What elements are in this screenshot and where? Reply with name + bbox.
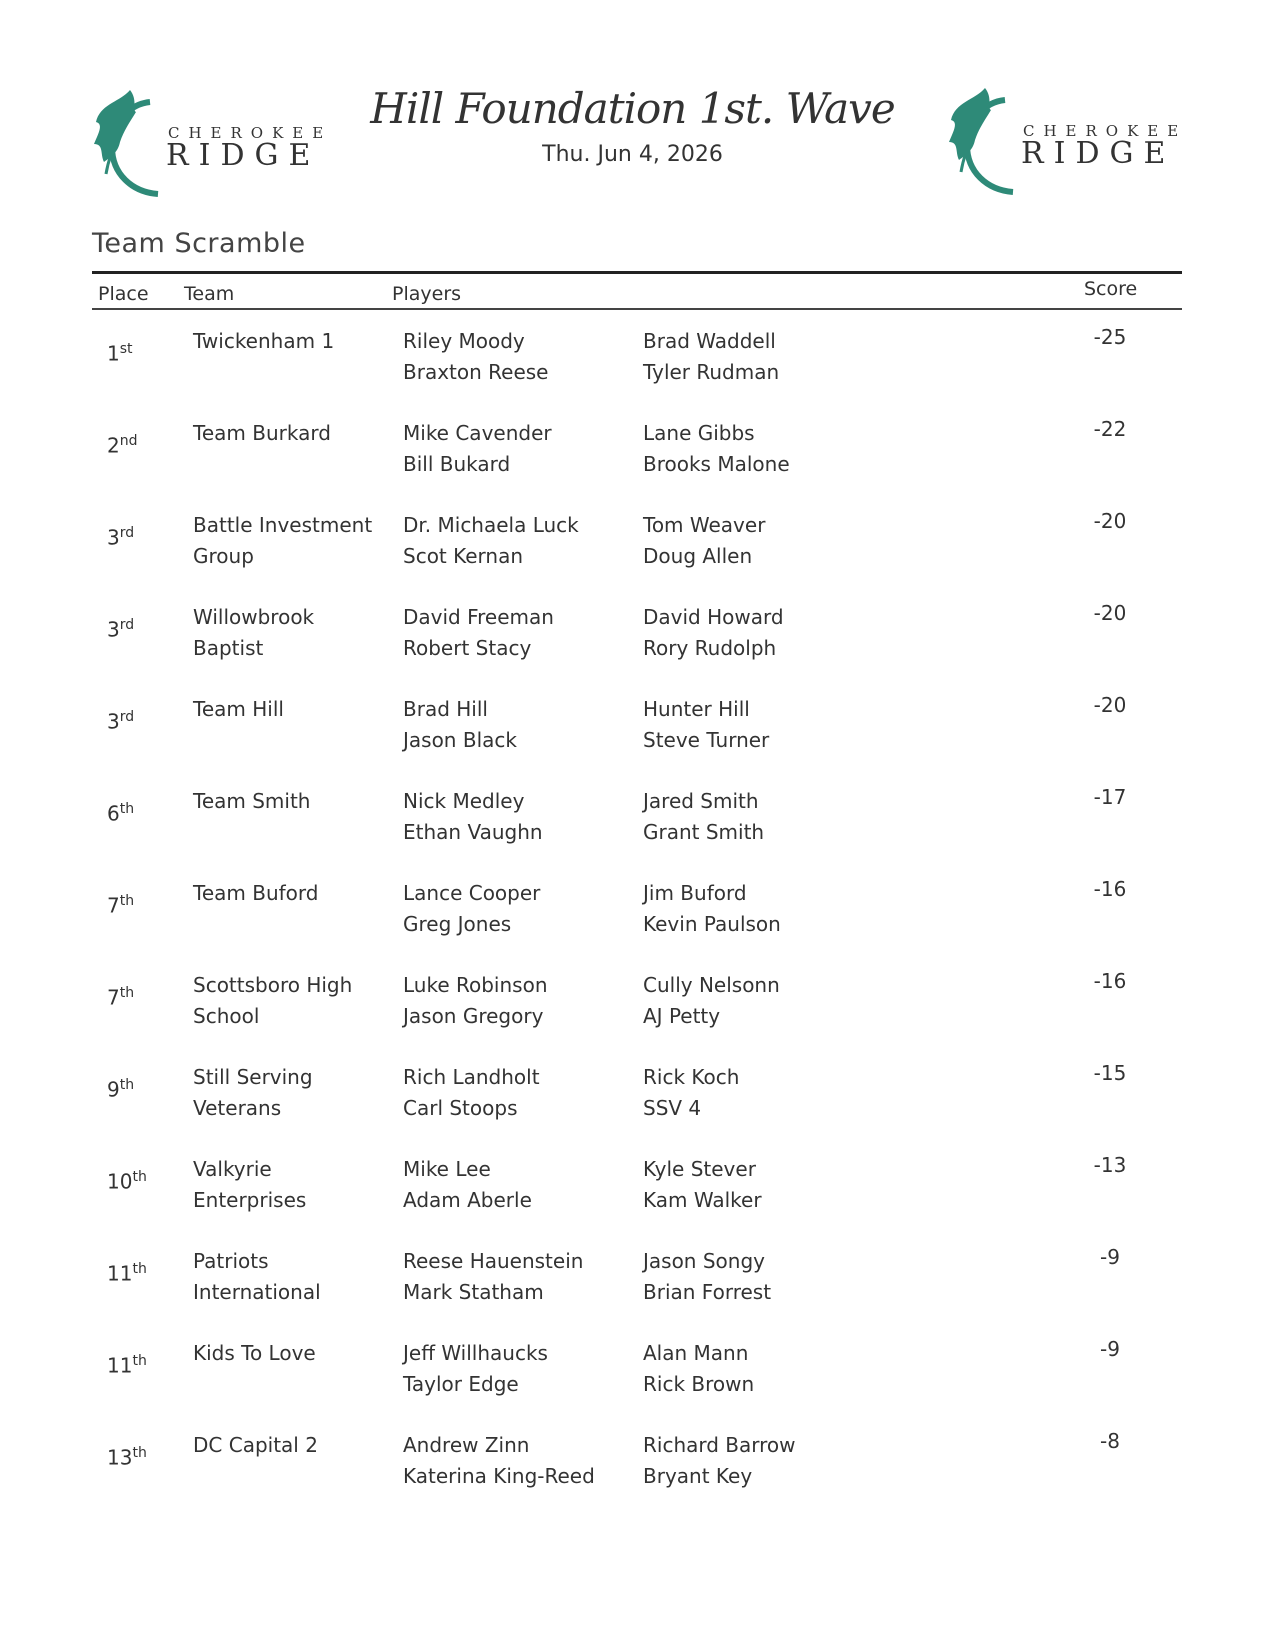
place-cell bbox=[107, 978, 134, 1014]
column-header-place: Place bbox=[98, 283, 149, 305]
team-name-line: Group bbox=[193, 544, 254, 568]
team-name-line: Veterans bbox=[193, 1096, 282, 1120]
player-name: Jason Black bbox=[403, 728, 517, 752]
team-cell bbox=[193, 326, 393, 357]
player-name: Steve Turner bbox=[643, 728, 770, 752]
players-cell bbox=[403, 1430, 595, 1492]
team-name-line: Baptist bbox=[193, 636, 264, 660]
team-name-line: Team Buford bbox=[193, 881, 319, 905]
player-name: Jared Smith bbox=[643, 789, 759, 813]
team-cell bbox=[193, 786, 393, 817]
team-cell bbox=[193, 1154, 393, 1216]
header-rule-top bbox=[92, 271, 1182, 274]
table-row bbox=[0, 326, 1275, 418]
team-cell bbox=[193, 418, 393, 449]
place-number: 13 bbox=[107, 1445, 133, 1470]
place-suffix: th bbox=[132, 1261, 147, 1277]
place-number: 9 bbox=[107, 1077, 120, 1102]
team-cell bbox=[193, 1062, 393, 1124]
player-name: Kevin Paulson bbox=[643, 912, 781, 936]
score-cell: -9 bbox=[1100, 1337, 1120, 1361]
place-number: 6 bbox=[107, 801, 120, 826]
player-name: Grant Smith bbox=[643, 820, 765, 844]
place-suffix: th bbox=[132, 1445, 147, 1461]
place-suffix: rd bbox=[119, 709, 135, 725]
player-name: Rory Rudolph bbox=[643, 636, 777, 660]
team-name-line: Team Hill bbox=[193, 697, 284, 721]
team-name-line: Team Smith bbox=[193, 789, 311, 813]
place-number: 7 bbox=[107, 985, 120, 1010]
team-cell bbox=[193, 694, 393, 725]
team-cell bbox=[193, 1430, 393, 1461]
logo-text-main: RIDGE bbox=[166, 138, 321, 173]
place-cell bbox=[107, 886, 134, 922]
score-cell: -8 bbox=[1100, 1429, 1120, 1453]
players-cell bbox=[643, 1154, 762, 1216]
team-name-line: Still Serving bbox=[193, 1065, 313, 1089]
score-cell: -22 bbox=[1093, 417, 1127, 441]
players-cell bbox=[643, 418, 790, 480]
player-name: Tyler Rudman bbox=[643, 360, 780, 384]
logo-text-top: CHEROKEE bbox=[168, 124, 333, 142]
player-name: Rick Koch bbox=[643, 1065, 740, 1089]
player-name: Jason Songy bbox=[643, 1249, 765, 1273]
players-cell bbox=[403, 1154, 532, 1216]
team-name-line: School bbox=[193, 1004, 260, 1028]
place-suffix: th bbox=[119, 1077, 135, 1093]
player-name: Kam Walker bbox=[643, 1188, 762, 1212]
players-cell bbox=[403, 694, 517, 756]
column-header-players: Players bbox=[392, 283, 462, 305]
player-name: Tom Weaver bbox=[643, 513, 766, 537]
players-cell bbox=[403, 326, 548, 388]
players-cell bbox=[643, 970, 780, 1032]
place-suffix: th bbox=[119, 801, 135, 817]
score-cell: -20 bbox=[1093, 509, 1127, 533]
table-row bbox=[0, 418, 1275, 510]
place-cell bbox=[107, 1254, 147, 1290]
player-name: Brad Waddell bbox=[643, 329, 776, 353]
place-suffix: rd bbox=[119, 525, 135, 541]
player-name: Jason Gregory bbox=[403, 1004, 544, 1028]
score-cell: -13 bbox=[1093, 1153, 1127, 1177]
player-name: Jeff Willhaucks bbox=[403, 1341, 548, 1365]
table-row bbox=[0, 1246, 1275, 1338]
player-name: Robert Stacy bbox=[403, 636, 532, 660]
place-number: 11 bbox=[107, 1353, 133, 1378]
place-number: 3 bbox=[107, 525, 120, 550]
place-suffix: th bbox=[119, 985, 135, 1001]
score-cell: -16 bbox=[1093, 877, 1127, 901]
team-name-line: Valkyrie bbox=[193, 1157, 272, 1181]
column-header-score: Score bbox=[1084, 278, 1138, 300]
place-suffix: th bbox=[119, 893, 135, 909]
players-cell bbox=[643, 1062, 739, 1124]
player-name: SSV 4 bbox=[643, 1096, 702, 1120]
place-number: 2 bbox=[107, 433, 120, 458]
player-name: Cully Nelsonn bbox=[643, 973, 780, 997]
players-cell bbox=[643, 694, 769, 756]
players-cell bbox=[643, 326, 779, 388]
score-cell: -16 bbox=[1093, 969, 1127, 993]
place-cell bbox=[107, 702, 134, 738]
player-name: Reese Hauenstein bbox=[403, 1249, 584, 1273]
event-date: Thu. Jun 4, 2026 bbox=[542, 142, 723, 167]
team-name-line: Enterprises bbox=[193, 1188, 307, 1212]
team-cell bbox=[193, 970, 393, 1032]
table-row bbox=[0, 602, 1275, 694]
table-row bbox=[0, 1062, 1275, 1154]
place-number: 7 bbox=[107, 893, 120, 918]
score-cell: -20 bbox=[1093, 693, 1127, 717]
player-name: Brooks Malone bbox=[643, 452, 790, 476]
table-row bbox=[0, 1338, 1275, 1430]
score-cell: -25 bbox=[1093, 325, 1127, 349]
player-name: Mark Statham bbox=[403, 1280, 544, 1304]
place-suffix: st bbox=[119, 341, 133, 357]
team-name-line: Team Burkard bbox=[193, 421, 331, 445]
player-name: Mike Lee bbox=[403, 1157, 491, 1181]
section-title: Team Scramble bbox=[92, 228, 306, 259]
place-number: 11 bbox=[107, 1261, 133, 1286]
table-row bbox=[0, 510, 1275, 602]
players-cell bbox=[403, 602, 554, 664]
team-name-line: International bbox=[193, 1280, 321, 1304]
players-cell bbox=[643, 786, 764, 848]
team-name-line: Willowbrook bbox=[193, 605, 315, 629]
player-name: Scot Kernan bbox=[403, 544, 524, 568]
player-name: Greg Jones bbox=[403, 912, 512, 936]
player-name: Hunter Hill bbox=[643, 697, 750, 721]
place-cell bbox=[107, 1162, 147, 1198]
place-cell bbox=[107, 426, 138, 462]
players-cell bbox=[643, 878, 781, 940]
place-cell bbox=[107, 1438, 147, 1474]
player-name: Carl Stoops bbox=[403, 1096, 518, 1120]
table-row bbox=[0, 878, 1275, 970]
place-suffix: nd bbox=[119, 433, 138, 449]
team-name-line: Battle Investment bbox=[193, 513, 373, 537]
place-number: 3 bbox=[107, 709, 120, 734]
table-row bbox=[0, 786, 1275, 878]
event-title: Hill Foundation 1st. Wave bbox=[370, 84, 895, 133]
players-cell bbox=[643, 1430, 796, 1492]
team-name-line: Kids To Love bbox=[193, 1341, 316, 1365]
players-cell bbox=[643, 602, 784, 664]
score-cell: -20 bbox=[1093, 601, 1127, 625]
team-cell bbox=[193, 878, 393, 909]
players-cell bbox=[643, 1246, 771, 1308]
player-name: Brad Hill bbox=[403, 697, 488, 721]
players-cell bbox=[403, 1062, 540, 1124]
place-cell bbox=[107, 610, 134, 646]
team-cell bbox=[193, 1246, 393, 1308]
player-name: Lane Gibbs bbox=[643, 421, 755, 445]
place-number: 3 bbox=[107, 617, 120, 642]
player-name: Andrew Zinn bbox=[403, 1433, 530, 1457]
players-cell bbox=[643, 1338, 754, 1400]
table-row bbox=[0, 1430, 1275, 1522]
team-name-line: DC Capital 2 bbox=[193, 1433, 318, 1457]
logo-right bbox=[945, 80, 1195, 205]
players-cell bbox=[403, 878, 540, 940]
logo-left bbox=[90, 82, 340, 207]
players-cell bbox=[643, 510, 765, 572]
player-name: Rick Brown bbox=[643, 1372, 755, 1396]
place-number: 1 bbox=[107, 341, 120, 366]
player-name: Luke Robinson bbox=[403, 973, 548, 997]
team-name-line: Patriots bbox=[193, 1249, 269, 1273]
header-rule-bottom bbox=[92, 308, 1182, 310]
team-cell bbox=[193, 1338, 393, 1369]
player-name: Bill Bukard bbox=[403, 452, 511, 476]
player-name: David Freeman bbox=[403, 605, 554, 629]
player-name: Bryant Key bbox=[643, 1464, 753, 1488]
player-name: Richard Barrow bbox=[643, 1433, 796, 1457]
player-name: Taylor Edge bbox=[403, 1372, 519, 1396]
team-cell bbox=[193, 602, 393, 664]
place-cell bbox=[107, 1346, 147, 1382]
players-cell bbox=[403, 786, 543, 848]
player-name: David Howard bbox=[643, 605, 784, 629]
place-suffix: th bbox=[132, 1169, 147, 1185]
place-cell bbox=[107, 1070, 134, 1106]
table-row bbox=[0, 970, 1275, 1062]
player-name: Brian Forrest bbox=[643, 1280, 772, 1304]
score-cell: -9 bbox=[1100, 1245, 1120, 1269]
player-name: Katerina King-Reed bbox=[403, 1464, 595, 1488]
table-row bbox=[0, 1154, 1275, 1246]
players-cell bbox=[403, 1246, 583, 1308]
player-name: Alan Mann bbox=[643, 1341, 749, 1365]
player-name: Lance Cooper bbox=[403, 881, 541, 905]
place-cell bbox=[107, 794, 134, 830]
table-row bbox=[0, 694, 1275, 786]
place-suffix: th bbox=[132, 1353, 147, 1369]
player-name: Dr. Michaela Luck bbox=[403, 513, 579, 537]
place-suffix: rd bbox=[119, 617, 135, 633]
logo-text-top: CHEROKEE bbox=[1023, 122, 1188, 140]
player-name: Riley Moody bbox=[403, 329, 525, 353]
player-name: Nick Medley bbox=[403, 789, 525, 813]
logo-text-main: RIDGE bbox=[1021, 136, 1176, 171]
score-cell: -15 bbox=[1093, 1061, 1127, 1085]
player-name: Ethan Vaughn bbox=[403, 820, 543, 844]
player-name: Adam Aberle bbox=[403, 1188, 532, 1212]
score-cell: -17 bbox=[1093, 785, 1127, 809]
place-number: 10 bbox=[107, 1169, 133, 1194]
place-cell bbox=[107, 518, 134, 554]
player-name: Rich Landholt bbox=[403, 1065, 540, 1089]
player-name: Braxton Reese bbox=[403, 360, 549, 384]
place-cell bbox=[107, 334, 133, 370]
player-name: Doug Allen bbox=[643, 544, 753, 568]
players-cell bbox=[403, 418, 552, 480]
player-name: AJ Petty bbox=[643, 1004, 721, 1028]
player-name: Jim Buford bbox=[643, 881, 747, 905]
column-header-team: Team bbox=[184, 283, 235, 305]
players-cell bbox=[403, 1338, 548, 1400]
players-cell bbox=[403, 970, 548, 1032]
team-cell bbox=[193, 510, 393, 572]
player-name: Kyle Stever bbox=[643, 1157, 756, 1181]
team-name-line: Scottsboro High bbox=[193, 973, 353, 997]
players-cell bbox=[403, 510, 579, 572]
player-name: Mike Cavender bbox=[403, 421, 552, 445]
team-name-line: Twickenham 1 bbox=[193, 329, 335, 353]
